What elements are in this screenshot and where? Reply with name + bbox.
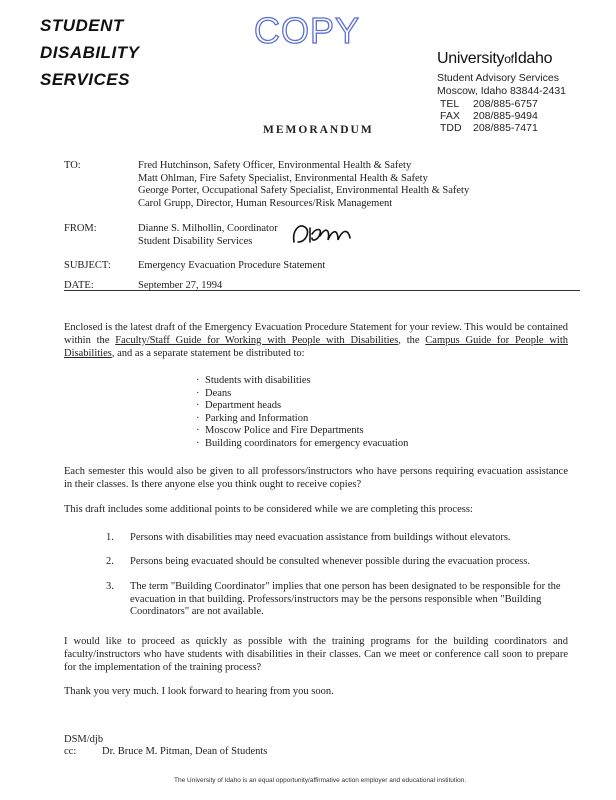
paragraph-semester: Each semester this would also be given to all professors/instructors who have persons requiring evacuation assistance in their classes. Is there anyone else you think ought to receive copies? (64, 466, 568, 490)
point-number: 2. (106, 556, 114, 567)
distribution-list (205, 375, 408, 450)
tel-number: 208/885-6757 (473, 98, 538, 110)
recipient: George Porter, Occupational Safety Specialist, Environmental Health & Safety (138, 185, 470, 196)
list-item: · Department heads (205, 400, 408, 413)
university-logo (437, 50, 552, 68)
point-number: 1. (106, 532, 114, 543)
fax-label: FAX (440, 110, 460, 122)
point-number: 3. (106, 581, 114, 592)
recipient: Carol Grupp, Director, Human Resources/Risk Management (138, 197, 393, 209)
paragraph-thanks: Thank you very much. I look forward to hearing from you soon. (64, 686, 334, 697)
dept-line-2: DISABILITY (40, 43, 140, 62)
point-text: Persons being evacuated should be consulted whenever possible during the evacuation process. (130, 556, 531, 567)
tdd-label: TDD (440, 122, 462, 134)
point-text: The term "Building Coordinator" implies that one person has been designated to be responsible for the evacuation in that building. Professors/instructors may be the persons responsible when "Building Coordinators" are not available. (130, 581, 561, 617)
office-address: Moscow, Idaho 83844-2431 (437, 85, 567, 97)
from-dept: Student Disability Services (138, 235, 253, 247)
office-name: Student Advisory Services (437, 72, 559, 84)
dept-line-1: STUDENT (40, 16, 124, 35)
from-name: Dianne S. Milhollin, Coordinator (138, 223, 278, 234)
paragraph-points-intro: This draft includes some additional points to be considered while we are completing this process: (64, 504, 473, 515)
tdd-line (440, 122, 538, 134)
tdd-number: 208/885-7471 (473, 122, 538, 134)
list-item: · Building coordinators for emergency evacuation (205, 438, 408, 451)
tel-line (440, 98, 538, 110)
fax-line (440, 110, 538, 122)
list-item: · Moscow Police and Fire Departments (205, 425, 408, 438)
subject-label: SUBJECT: (64, 260, 111, 271)
cc-recipient: Dr. Bruce M. Pitman, Dean of Students (102, 746, 268, 757)
memo-title: MEMORANDUM (263, 124, 374, 136)
intro-text: , and as a separate statement be distributed to: (111, 348, 305, 359)
university-of: of (504, 52, 514, 66)
from-label: FROM: (64, 223, 97, 234)
intro-text: Enclosed is the latest draft of the Emergency Evacuation Procedure Statement for your review. This would be contained within the (64, 322, 568, 346)
date-label: DATE: (64, 280, 94, 291)
list-item: · Deans (205, 388, 408, 401)
signature-mark (290, 220, 356, 248)
department-name (40, 12, 139, 93)
fax-number: 208/885-9494 (473, 110, 538, 122)
subject-text: Emergency Evacuation Procedure Statement (138, 260, 326, 271)
recipient: Fred Hutchinson, Safety Officer, Environmental Health & Safety (138, 160, 412, 171)
date-rule (64, 290, 580, 291)
list-item: · Parking and Information (205, 413, 408, 426)
tel-label: TEL (440, 98, 460, 110)
to-label: TO: (64, 160, 81, 171)
initials: DSM/djb (64, 734, 104, 745)
footer-notice: The University of Idaho is an equal opportunity/affirmative action employer and educational institution. (174, 777, 467, 784)
date-text: September 27, 1994 (138, 280, 223, 291)
recipient: Matt Ohlman, Fire Safety Specialist, Environmental Health & Safety (138, 172, 428, 184)
guide-title-faculty: Faculty/Staff Guide for Working with People with Disabilities (115, 335, 399, 346)
paragraph-intro (64, 321, 568, 360)
paragraph-training: I would like to proceed as quickly as possible with the training programs for the building coordinators and faculty/instructors who have students with disabilities in their classes. Can we meet or conference call soon to prepare for the implementation of the training process? (64, 636, 568, 673)
dept-line-3: SERVICES (40, 70, 130, 89)
signature (290, 220, 356, 253)
from-block (138, 223, 278, 248)
list-item: · Students with disabilities (205, 375, 408, 388)
cc-label: cc: (64, 746, 77, 757)
intro-text: , the (398, 335, 426, 346)
copy-stamp: COPY (254, 10, 361, 51)
university-idaho: Idaho (513, 50, 553, 67)
to-recipients (138, 160, 469, 210)
point-text: Persons with disabilities may need evacuation assistance from buildings without elevators. (130, 532, 511, 543)
university-word: University (437, 50, 505, 67)
guide-title-campus: Campus Guide for People with Disabilities (64, 335, 568, 359)
